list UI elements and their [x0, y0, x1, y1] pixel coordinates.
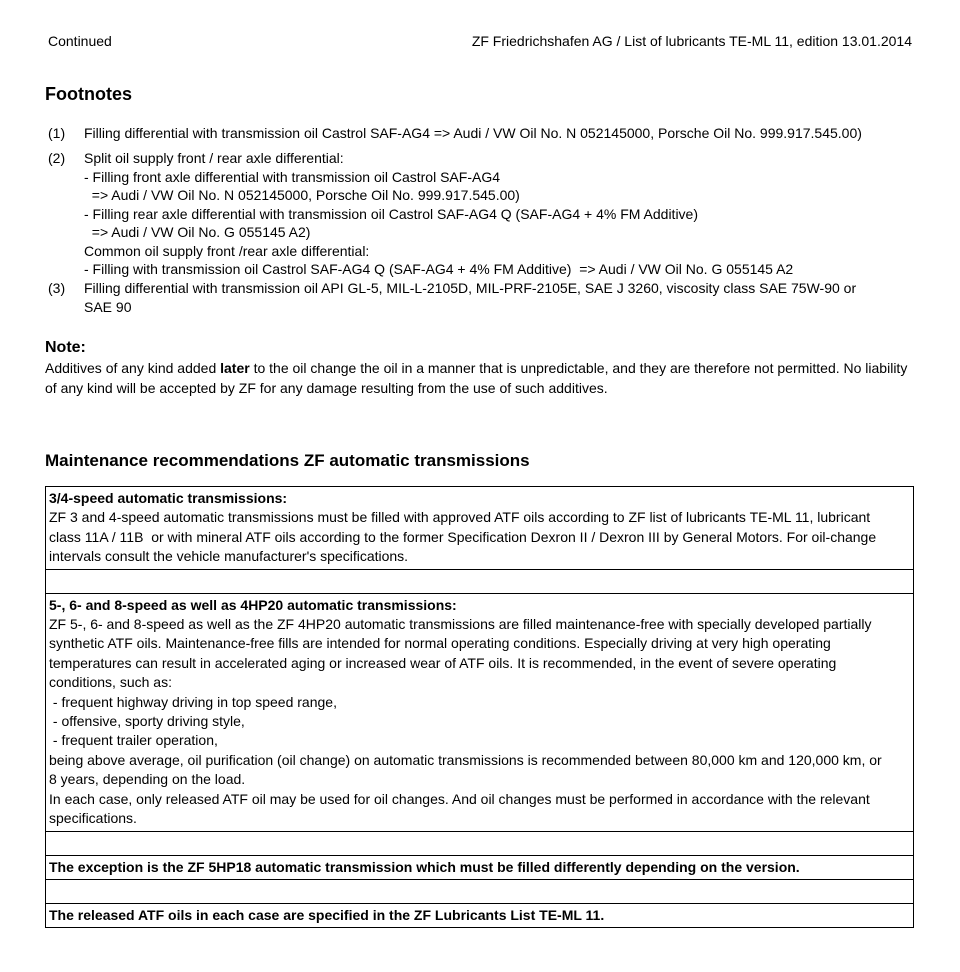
note-text-end: to the oil change the oil in a manner that is unpredictable, and they are therefore not permitted. No liability of any kind will be accepted by ZF for any damage resulting from the use of such additives.: [45, 360, 908, 396]
maintenance-heading: Maintenance recommendations ZF automatic transmissions: [45, 451, 530, 470]
note-text-start: Additives of any kind added: [45, 360, 221, 376]
section-title: 3/4-speed automatic transmissions:: [49, 490, 288, 506]
section-line: - frequent highway driving in top speed range,: [49, 693, 337, 710]
exception-row: The exception is the ZF 5HP18 automatic transmission which must be filled differently depending on the version.: [46, 855, 913, 879]
section-line: intervals consult the vehicle manufacturer's specifications.: [49, 548, 409, 565]
table-spacer-row: [46, 569, 913, 593]
table-spacer-row: [46, 831, 913, 855]
table-spacer-row: [46, 879, 913, 903]
footnote-number: (2): [48, 150, 66, 166]
section-line: synthetic ATF oils. Maintenance-free fills are intended for normal operating conditions. Especially driving at very high operating: [49, 635, 831, 652]
section-line: 8 years, depending on the load.: [49, 771, 246, 788]
footnote-line: Common oil supply front /rear axle differential:: [84, 242, 370, 259]
section-title: 5-, 6- and 8-speed as well as 4HP20 automatic transmissions:: [49, 596, 457, 613]
released-oils-row: The released ATF oils in each case are specified in the ZF Lubricants List TE-ML 11.: [46, 903, 913, 927]
footnotes-heading: Footnotes: [45, 84, 132, 104]
section-line: - offensive, sporty driving style,: [49, 713, 245, 730]
section-line: ZF 5-, 6- and 8-speed as well as the ZF 4HP20 automatic transmissions are filled maintenance-free with specially developed partially: [49, 616, 872, 633]
section-3-4-speed: [46, 487, 913, 569]
footnote-line: SAE 90: [84, 298, 132, 315]
footnote-line: => Audi / VW Oil No. N 052145000, Porsche Oil No. 999.917.545.00): [84, 187, 520, 203]
section-line: specifications.: [49, 810, 137, 827]
footnote-line: - Filling front axle differential with transmission oil Castrol SAF-AG4: [84, 168, 501, 185]
footnote-line: Filling differential with transmission oil Castrol SAF-AG4 => Audi / VW Oil No. N 052145000, Porsche Oil No. 999.917.545.00): [84, 125, 862, 141]
footnote-line: Filling differential with transmission oil API GL-5, MIL-L-2105D, MIL-PRF-2105E, SAE J 3260, viscosity class SAE 75W-90 or: [84, 280, 857, 296]
section-line: temperatures can result in accelerated aging or increased wear of ATF oils. It is recommended, in the event of severe operating: [49, 654, 837, 671]
section-line: ZF 3 and 4-speed automatic transmissions must be filled with approved ATF oils according to ZF list of lubricants TE-ML 11, lubricant: [49, 509, 871, 526]
section-line: conditions, such as:: [49, 674, 172, 691]
footnote-line: => Audi / VW Oil No. G 055145 A2): [84, 224, 311, 240]
footnote-line: - Filling with transmission oil Castrol SAF-AG4 Q (SAF-AG4 + 4% FM Additive) => Audi / VW Oil No. G 055145 A2: [84, 261, 794, 277]
footnote-line: Split oil supply front / rear axle differential:: [84, 150, 344, 166]
section-line: - frequent trailer operation,: [49, 732, 218, 749]
footnote-line: - Filling rear axle differential with transmission oil Castrol SAF-AG4 Q (SAF-AG4 + 4% FM Additive): [84, 205, 698, 222]
maintenance-table: [45, 486, 914, 928]
note-heading: Note:: [45, 339, 86, 356]
note-text: [45, 359, 915, 398]
section-5-6-8-speed: [46, 593, 913, 831]
note-text-emphasis: later: [220, 360, 250, 376]
section-line: being above average, oil purification (oil change) on automatic transmissions is recommended between 80,000 km and 120,000 km, or: [49, 751, 882, 768]
footnote-number: (1): [48, 125, 66, 141]
header-document-title: ZF Friedrichshafen AG / List of lubricants TE-ML 11, edition 13.01.2014: [471, 33, 912, 49]
section-line: In each case, only released ATF oil may be used for oil changes. And oil changes must be performed in accordance with the relevant: [49, 790, 870, 807]
header-continued: Continued: [48, 33, 112, 49]
section-line: class 11A / 11B or with mineral ATF oils according to the former Specification Dexron II / Dexron III by General Motors. For oil-change: [49, 528, 877, 545]
footnote-number: (3): [48, 280, 66, 296]
